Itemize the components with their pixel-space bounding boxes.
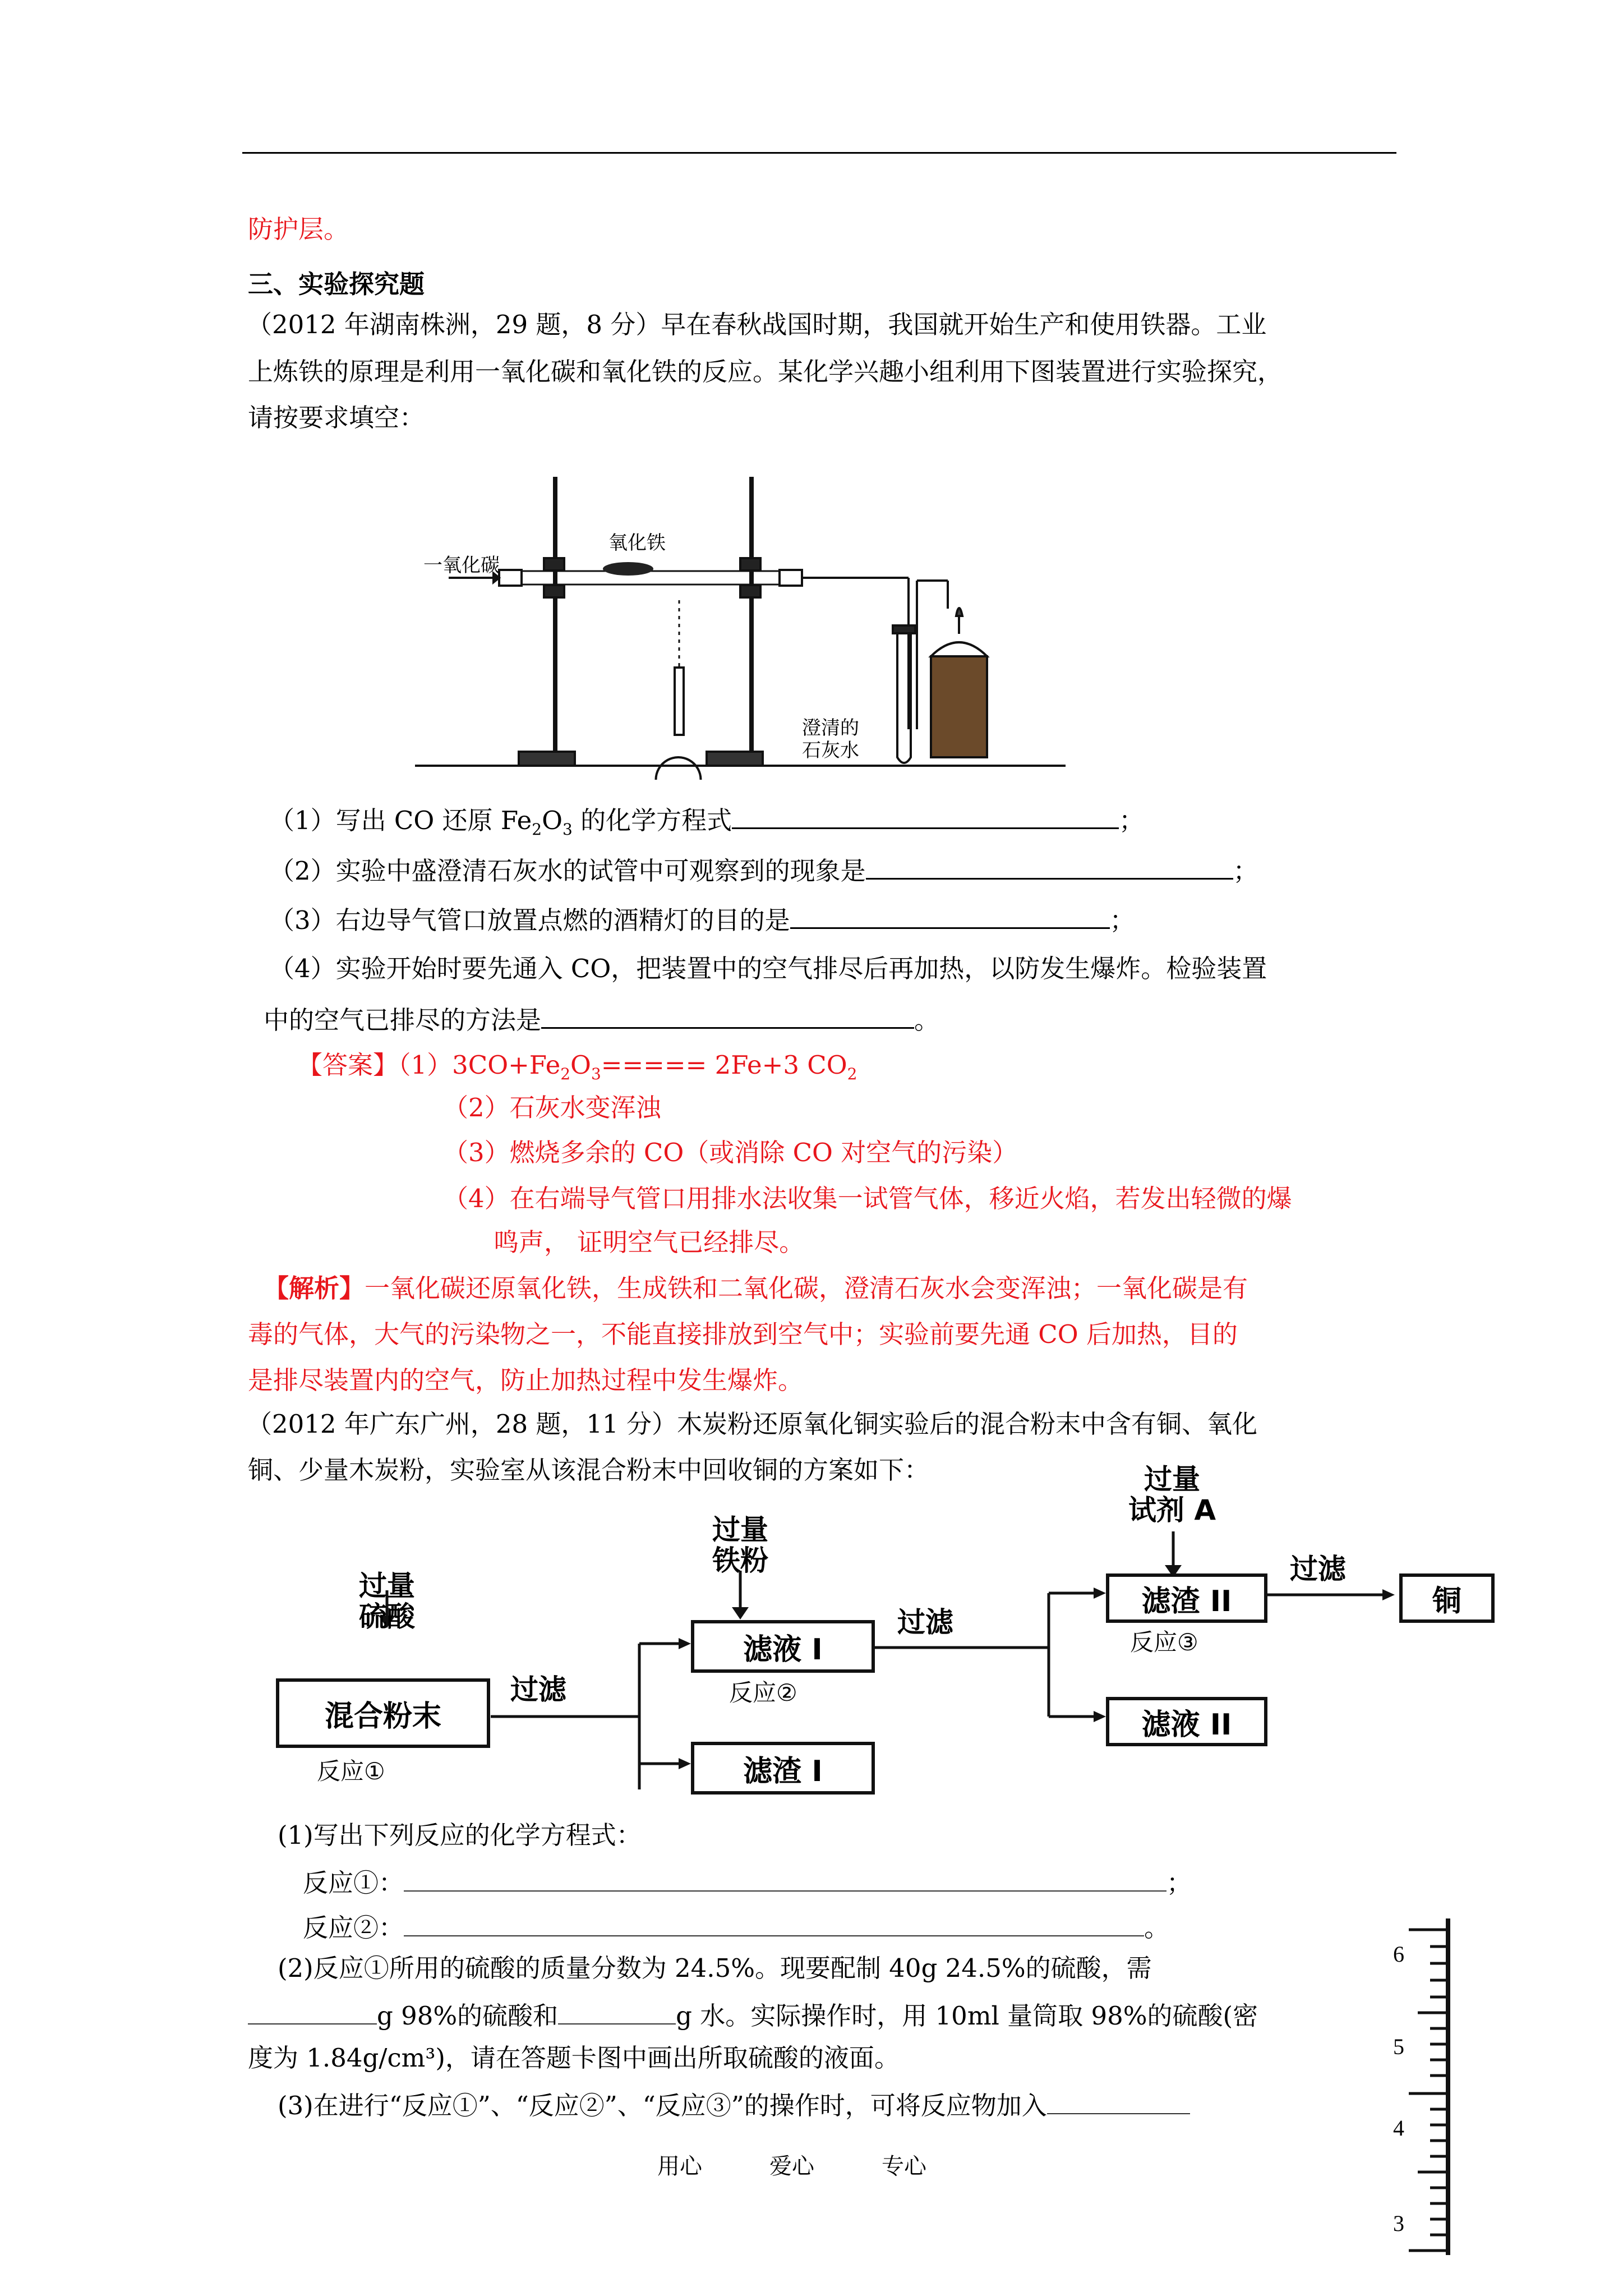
- q1-answer-2: （2）石灰水变浑浊: [443, 1093, 661, 1122]
- flow-reagent-a: 试剂 A: [1128, 1494, 1216, 1526]
- answer-blank-1[interactable]: [732, 802, 1119, 829]
- q1-answer-1: 【答案】$(1)3CO+Fe_2O_3===== 2Fe+3$ $CO_2$: [297, 1050, 857, 1083]
- flow-filter-3: 过滤: [1290, 1553, 1346, 1585]
- q2-part-1: (1)写出下列反应的化学方程式：: [278, 1820, 642, 1850]
- q1-answer-4-line-2: 鸣声， 证明空气已经排尽。: [494, 1227, 805, 1257]
- flow-box-filtrate-2: 滤液 II: [1106, 1697, 1267, 1746]
- q1-intro-line-2: 上炼铁的原理是利用一氧化碳和氧化铁的反应。某化学兴趣小组利用下图装置进行实验探究，: [248, 357, 1283, 386]
- flow-filter-1: 过滤: [510, 1673, 566, 1706]
- flow-box-residue-1: 滤渣 I: [691, 1742, 875, 1795]
- q1-answer-3: （3）燃烧多余的 CO（或消除 CO 对空气的污染）: [443, 1138, 1018, 1167]
- label-limewater-1: 澄清的: [802, 717, 859, 739]
- flow-box-copper: 铜: [1399, 1573, 1495, 1623]
- cylinder-ticks: [1368, 1918, 1481, 2255]
- label-limewater-2: 石灰水: [802, 739, 859, 762]
- answer-blank-acid-mass[interactable]: [248, 1998, 377, 2024]
- flow-reaction-1: 反应①: [317, 1757, 385, 1785]
- q2-intro-line-1: （2012 年广东广州，28 题，11 分）木炭粉还原氧化铜实验后的混合粉末中含有铜、氧化: [247, 1409, 1257, 1439]
- scale-label-3: 3: [1393, 2211, 1404, 2236]
- flow-reagent-a-top: 过量: [1144, 1463, 1200, 1496]
- flow-reaction-2: 反应②: [729, 1679, 797, 1706]
- footer-text-2: 爱心: [769, 2154, 814, 2179]
- q2-reaction-1-line: 反应①： ；: [303, 1865, 1192, 1898]
- q1-part-1: （1）写出 CO 还原 $Fe_2O_3$ 的化学方程式 ；: [269, 802, 1144, 839]
- answer-blank-water-mass[interactable]: [558, 1998, 676, 2024]
- flow-box-residue-2: 滤渣 II: [1106, 1573, 1267, 1623]
- q1-analysis-line-1: 【解析】一氧化碳还原氧化铁，生成铁和二氧化碳，澄清石灰水会变浑浊；一氧化碳是有: [264, 1273, 1248, 1303]
- q2-part-2-line-3: 度为 1.84g/cm³)，请在答题卡图中画出所取硫酸的液面。: [248, 2043, 900, 2073]
- section-title: 三、实验探究题: [248, 269, 425, 299]
- q2-reaction-2-line: 反应②： 。: [303, 1910, 1169, 1943]
- label-fe2o3: 氧化铁: [608, 532, 666, 554]
- apparatus-drawing: [415, 466, 1066, 780]
- continuation-text: 防护层。: [248, 214, 349, 244]
- q1-answer-4-line-1: （4）在右端导气管口用排水法收集一试管气体，移近火焰，若发出轻微的爆: [443, 1184, 1292, 1213]
- flow-reagent-2-line-1: 过量: [712, 1513, 768, 1546]
- q2-part-3: (3)在进行“反应①”、“反应②”、“反应③”的操作时，可将反应物加入: [278, 2088, 1190, 2121]
- answer-blank-reaction-2[interactable]: [404, 1910, 1144, 1936]
- flow-reagent-1-line-2: 硫酸: [359, 1600, 415, 1633]
- q1-analysis-line-3: 是排尽装置内的空气，防止加热过程中发生爆炸。: [248, 1365, 804, 1395]
- q2-part-2-line-1: (2)反应①所用的硫酸的质量分数为 24.5%。现要配制 40g 24.5%的硫酸，需: [278, 1953, 1152, 1983]
- scale-label-5: 5: [1393, 2034, 1404, 2059]
- q1-intro-line-3: 请按要求填空：: [248, 403, 425, 432]
- footer-text-1: 用心: [657, 2154, 702, 2179]
- footer-text-3: 专心: [882, 2154, 926, 2179]
- flow-box-filtrate-1: 滤液 I: [691, 1620, 875, 1673]
- header-rule: [242, 152, 1396, 154]
- q1-part-4-line-2: 中的空气已排尽的方法是 。: [264, 1002, 939, 1036]
- scale-label-4: 4: [1393, 2115, 1404, 2141]
- q1-intro-line-1: （2012 年湖南株洲，29 题，8 分）早在春秋战国时期，我国就开始生产和使用铁器。工业: [247, 310, 1267, 339]
- flow-filter-2: 过滤: [897, 1606, 953, 1639]
- answer-blank-reaction-1[interactable]: [404, 1865, 1166, 1892]
- q1-part-3: （3）右边导气管口放置点燃的酒精灯的目的是 ；: [269, 902, 1135, 936]
- q1-part-4-line-1: （4）实验开始时要先通入 CO，把装置中的空气排尽后再加热，以防发生爆炸。检验装置: [269, 954, 1267, 983]
- answer-blank-2[interactable]: [866, 853, 1233, 880]
- q1-part-2: （2）实验中盛澄清石灰水的试管中可观察到的现象是 ；: [269, 853, 1258, 886]
- label-co: 一氧化碳: [423, 554, 500, 577]
- answer-blank-part-3[interactable]: [1047, 2088, 1190, 2114]
- flow-reaction-3: 反应③: [1130, 1628, 1198, 1656]
- q2-part-2-line-2: g 98%的硫酸和 g 水。实际操作时，用 10ml 量筒取 98%的硫酸(密: [248, 1998, 1258, 2031]
- answer-blank-4[interactable]: [541, 1002, 914, 1029]
- answer-blank-3[interactable]: [790, 902, 1110, 929]
- flow-reagent-2-line-2: 铁粉: [712, 1544, 768, 1577]
- cylinder-scale: [1368, 1918, 1481, 2255]
- q2-intro-line-2: 铜、少量木炭粉，实验室从该混合粉末中回收铜的方案如下：: [248, 1455, 930, 1485]
- q1-analysis-line-2: 毒的气体，大气的污染物之一，不能直接排放到空气中；实验前要先通 CO 后加热，目的: [248, 1319, 1238, 1349]
- scale-label-6: 6: [1393, 1941, 1404, 1967]
- apparatus-figure: [415, 466, 1066, 780]
- flow-reagent-1-line-1: 过量: [359, 1570, 415, 1602]
- flow-box-mixed-powder: 混合粉末: [276, 1678, 490, 1748]
